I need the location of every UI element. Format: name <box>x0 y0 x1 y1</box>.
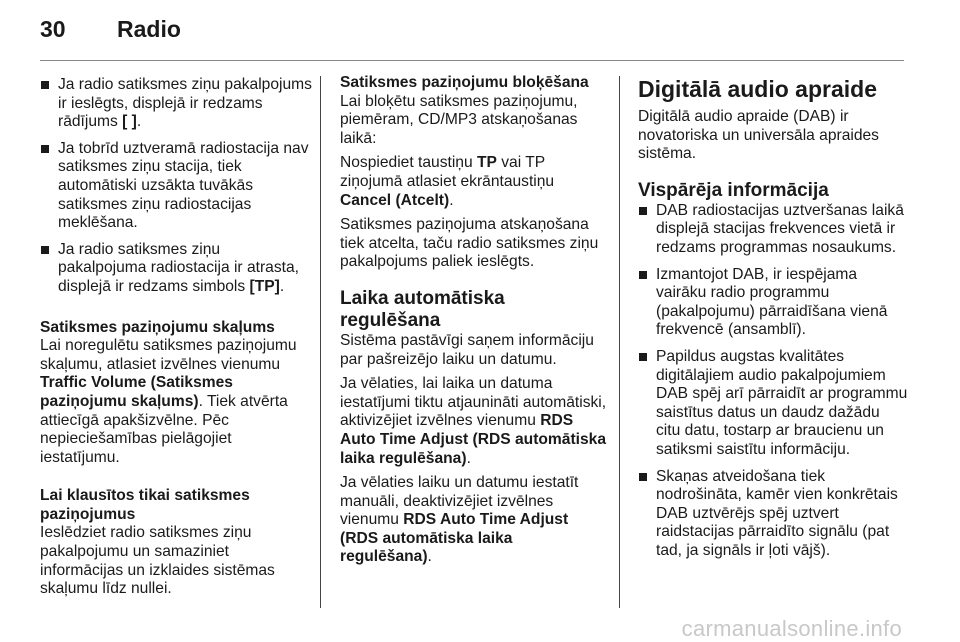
bullet-item <box>638 266 908 340</box>
paragraph-dab-intro: Digitālā audio apraide (DAB) ir novatoriska un universāla apraides sistēma. <box>638 108 879 163</box>
heading-dab: Digitālā audio apraide <box>638 76 877 102</box>
column-1 <box>40 76 312 605</box>
heading-traffic-volume: Satiksmes paziņojumu skaļums <box>40 318 275 336</box>
paragraph-text: vai TP ziņojumā atlasiet ekrāntaustiņu <box>340 154 555 190</box>
bullet-text: DAB radiostacijas uztveršanas laikā displejā stacijas frekvences vietā ir redzams programmas nosaukums. <box>656 201 904 256</box>
bullet-text: Papildus augstas kvalitātes digitālajiem audio pakalpojumiem DAB spēj arī pārraidīt ar programmu saistītus datus un daudz dažādu citu datu, tostarp ar braucienu un satiksmi saistītu informāciju. <box>656 347 908 458</box>
paragraph-traffic-only: Ieslēdziet radio satiksmes ziņu pakalpojumu un samaziniet informācijas un izklaides sistēmas skaļumu līdz nullei. <box>40 524 275 598</box>
bullet-item <box>638 348 908 460</box>
tp-symbol: [TP] <box>249 277 280 295</box>
paragraph-text: Nospiediet taustiņu <box>340 154 477 172</box>
paragraph-time-1: Sistēma pastāvīgi saņem informāciju par pašreizējo laiku un datumu. <box>340 331 594 368</box>
paragraph-time-3 <box>340 474 608 567</box>
paragraph-time-2 <box>340 375 608 468</box>
bullet-item <box>638 468 908 561</box>
paragraph-block-1: Lai bloķētu satiksmes paziņojumu, piemēram, CD/MP3 atskaņošanas laikā: <box>340 92 578 147</box>
bullet-text: Ja radio satiksmes ziņu pakalpojuma radiostacija ir atrasta, displejā ir redzams simbols <box>58 240 299 295</box>
column-divider-1 <box>320 76 321 608</box>
heading-traffic-only: Lai klausītos tikai satiksmes paziņojumus <box>40 487 250 523</box>
bullet-item <box>638 202 908 258</box>
section-title: Radio <box>117 16 181 42</box>
page-header <box>0 0 960 60</box>
bullet-item <box>40 140 312 233</box>
bullet-item <box>40 76 312 132</box>
bullet-text-end: . <box>279 277 285 295</box>
heading-auto-time: Laika automātiska regulēšana <box>340 287 505 331</box>
bullet-item <box>40 241 312 297</box>
bullet-text: Ja radio satiksmes ziņu pakalpojums ir ieslēgts, displejā ir redzams rādījums <box>58 76 312 131</box>
bullet-text: Skaņas atveidošana tiek nodrošināta, kamēr vien konkrētais DAB uztvērējs spēj uztvert raidstacijas pārraidīto signālu (pat tad, ja signāls ir ļoti vājš). <box>656 467 898 559</box>
menu-item-rds-auto-time: RDS Auto Time Adjust (RDS automātiska laika regulēšana) <box>340 412 606 467</box>
heading-block-announcements: Satiksmes paziņojumu bloķēšana <box>340 74 589 91</box>
bullet-text: Ja tobrīd uztveramā radiostacija nav satiksmes ziņu stacija, tiek automātiski uzsākta tuvākās satiksmes ziņu radiostacijas meklēšana. <box>58 139 309 232</box>
paragraph-text: Lai noregulētu satiksmes paziņojumu skaļumu, atlasiet izvēlnes vienumu <box>40 337 297 373</box>
paragraph-traffic-volume <box>40 337 312 467</box>
paragraph-text: Ja vēlaties laiku un datumu iestatīt manuāli, deaktivizējiet izvēlnes vienumu <box>340 474 579 529</box>
paragraph-text-end: . <box>427 548 432 566</box>
paragraph-text-end: . <box>466 449 471 467</box>
bullet-text-end: . <box>136 113 142 131</box>
page-number: 30 <box>40 16 66 42</box>
column-3 <box>638 76 908 568</box>
header-divider <box>40 60 904 61</box>
paragraph-block-2 <box>340 154 608 210</box>
tp-button-label: TP <box>476 154 497 172</box>
column-2 <box>340 74 608 573</box>
column-divider-2 <box>619 76 620 608</box>
display-symbol: [ ] <box>122 113 137 131</box>
bullet-text: Izmantojot DAB, ir iespējama vairāku radio programmu (pakalpojumu) pārraidīšana vienā frekvencē (ansamblī). <box>656 265 888 339</box>
heading-general-info: Vispārēja informācija <box>638 179 829 201</box>
paragraph-text: Ja vēlaties, lai laika un datuma iestatījumi tiktu atjaunināti automātiski, aktivizējiet izvēlnes vienumu <box>340 375 607 430</box>
menu-item-rds-auto-time: RDS Auto Time Adjust (RDS automātiska laika regulēšana) <box>340 511 569 566</box>
watermark: carmanualsonline.info <box>681 616 902 641</box>
paragraph-text-end: . <box>449 191 454 209</box>
paragraph-text-end: . Tiek atvērta attiecīgā apakšizvēlne. Pēc nepieciešamības pielāgojiet iestatījumu. <box>40 392 288 466</box>
cancel-button-label: Cancel (Atcelt) <box>340 191 450 209</box>
menu-item-traffic-volume: Traffic Volume (Satiksmes paziņojumu skaļums) <box>40 374 233 410</box>
paragraph-block-3: Satiksmes paziņojuma atskaņošana tiek atcelta, taču radio satiksmes ziņu pakalpojums paliek ieslēgts. <box>340 216 599 271</box>
